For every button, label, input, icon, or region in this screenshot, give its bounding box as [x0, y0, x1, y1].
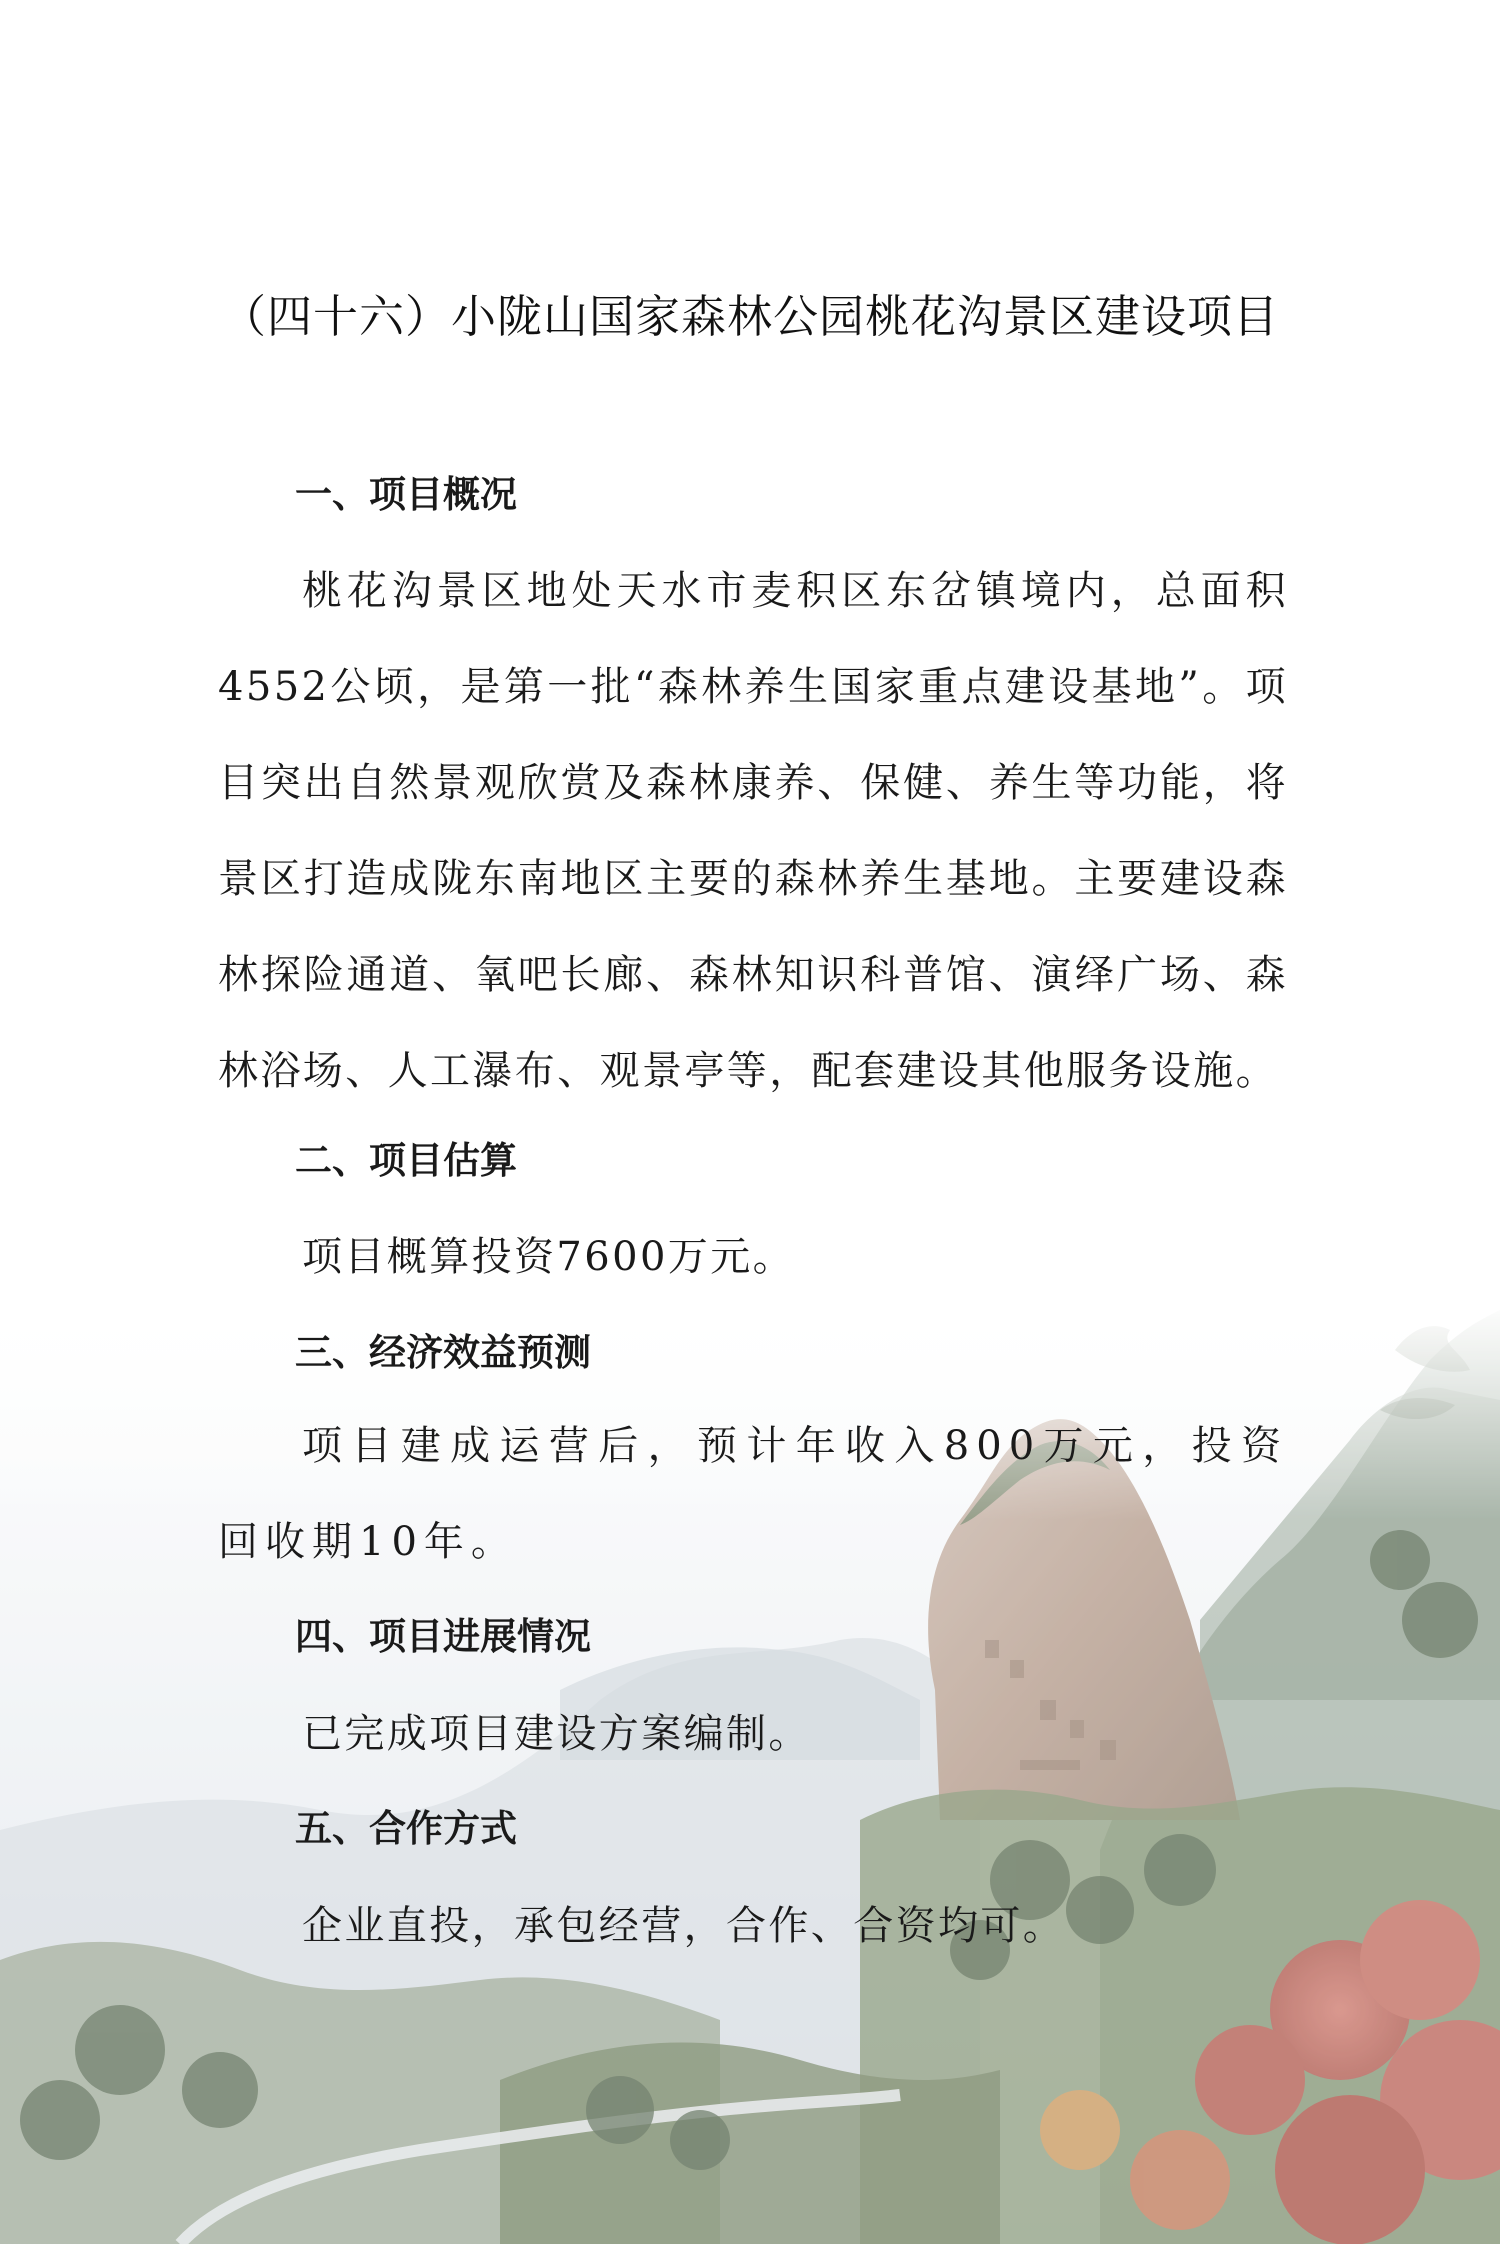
section-text-progress: 已完成项目建设方案编制。 [302, 1711, 811, 1757]
section-text-economic-benefit: 项目建成运营后，预计年收入800万元，投资回收期10年。 [218, 1423, 1288, 1565]
section-text-cooperation: 企业直投，承包经营，合作、合资均可。 [302, 1903, 1066, 1949]
section-heading-economic-benefit: 三、经济效益预测 [295, 1331, 591, 1374]
section-text-estimate: 项目概算投资7600万元。 [302, 1234, 795, 1280]
section-heading-progress: 四、项目进展情况 [295, 1615, 591, 1658]
section-heading-overview: 一、项目概况 [295, 473, 517, 516]
section-heading-estimate: 二、项目估算 [295, 1139, 517, 1182]
section-text-overview: 桃花沟景区地处天水市麦积区东岔镇境内，总面积4552公顷，是第一批“森林养生国家重点建设基地”。项目突出自然景观欣赏及森林康养、保健、养生等功能，将景区打造成陇东南地区主要的森林养生基地。主要建设森林探险通道、氧吧长廊、森林知识科普馆、演绎广场、森林浴场、人工瀑布、观景亭等，配套建设其他服务设施。 [218, 568, 1288, 1094]
section-heading-cooperation: 五、合作方式 [295, 1807, 517, 1850]
document-title: （四十六）小陇山国家森林公园桃花沟景区建设项目 [220, 290, 1279, 343]
